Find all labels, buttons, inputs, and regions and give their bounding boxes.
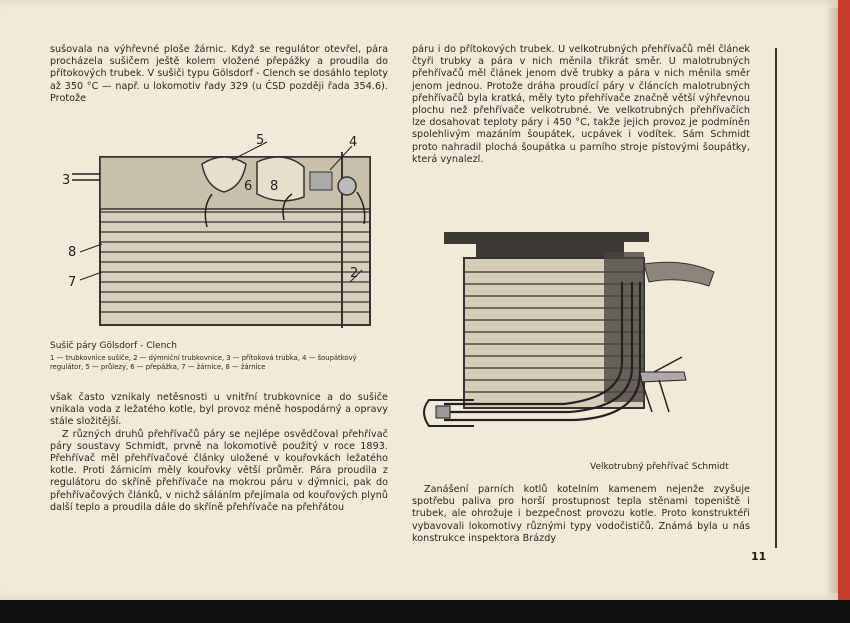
- figure2-caption-title: Velkotrubný přehřívač Schmidt: [590, 462, 729, 472]
- figure1-label-5: 5: [256, 133, 265, 148]
- figure-schmidt-superheater: [414, 222, 752, 447]
- figure1-label-7: 7: [68, 275, 77, 290]
- page-number: 11: [751, 550, 767, 563]
- figure1-label-8-top: 8: [270, 179, 279, 194]
- left-column-top-text: [50, 44, 388, 105]
- paragraph: sušovala na výhřevné ploše žárnic. Když se regulátor otevřel, pára procházela sušičem ještě kolem vložené přepážky a proudila do přítokových trubek. V sušiči typu Gölsdorf - Clench se dosáhlo teploty až 350 °C — např. u lokomotiv řady 329 (u ČSD později řada 354.6). Protože: [50, 44, 388, 104]
- figure1-caption-title: Sušič páry Gölsdorf - Clench: [50, 341, 177, 351]
- paragraph: však často vznikaly netěsnosti u vnitřní trubkovnice a do sušiče vnikala voda z ležatého kotle, byl provoz méně hospodárný a opravy stále složitější.: [50, 392, 388, 428]
- paragraph: páru i do přítokových trubek. U velkotrubných přehřívačů měl článek čtyři trubky a pára v nich měnila třikrát směr. U malotrubných přehřívačů měl článek jenom dvě trubky a pára v nich měnila směr jenom jednou. Protože dráha proudící páry v článcích malotrubných přehřívačů byla kratká, měly tyto přehřívače značně větší výhřevnou plochu než přehřívače velkotrubné. Ve velkotrubných přehřívačích lze dosahovat teploty páry i 450 °C, takže jejich provoz je podmíněn spolehlivým mazáním šoupátek, ucpávek i vodítek. Sám Schmidt proto nahradil plochá šoupátka u parního stroje pístovými šoupátky, která vynalezl.: [412, 44, 750, 165]
- steam-dryer-drawing: [52, 132, 386, 332]
- right-column-top-text: [412, 44, 750, 166]
- page-edge: [828, 8, 838, 593]
- superheater-drawing: [414, 222, 752, 447]
- paragraph: Zanášení parních kotlů kotelním kamenem nejenže zvyšuje spotřebu paliva pro horší prostupnost tepla stěnami topeniště i trubek, ale ohrožuje i bezpečnost provozu kotle. Proto konstruktéři vybavovali lokomotivy různými typy vodočističů. Známá byla u nás konstrukce inspektora Brázdy: [412, 484, 750, 544]
- figure1-label-4: 4: [349, 135, 358, 150]
- figure1-label-8: 8: [68, 245, 77, 260]
- right-column-bottom-text: [412, 484, 750, 545]
- book-cover-edge: [838, 0, 850, 600]
- margin-rule: [775, 48, 777, 548]
- figure1-label-2: 2: [350, 266, 359, 281]
- figure1-label-3: 3: [62, 173, 71, 188]
- paragraph: Z různých druhů přehřívačů páry se nejlépe osvědčoval přehřívač páry soustavy Schmidt, prvně na lokomotivě použitý v roce 1893. Přehřívač měl přehřívačové články uložené v kouřovkách ležatého kotle. Proti žárnicím měly kouřovky větší průměr. Pára proudila z regulátoru do skříně přehřívače na mokrou páru v dýmnici, pak do přehřívačových článků, v nichž sáláním přejímala od kouřových plynů další teplo a proudila dále do skříně přehřívače na přehřátou: [50, 428, 388, 513]
- figure1-label-6: 6: [244, 179, 253, 194]
- figure1-caption-legend: 1 — trubkovnice sušiče, 2 — dýmniční trubkovnice, 3 — přítoková trubka, 4 — šoupátkový regulátor, 5 — průlezy, 6 — přepážka, 7 — žárnice, 8 — žárnice: [50, 354, 357, 371]
- figure-golsdorf-clench-dryer: [52, 132, 386, 332]
- left-column-bottom-text: [50, 392, 388, 514]
- background-table: [0, 600, 850, 623]
